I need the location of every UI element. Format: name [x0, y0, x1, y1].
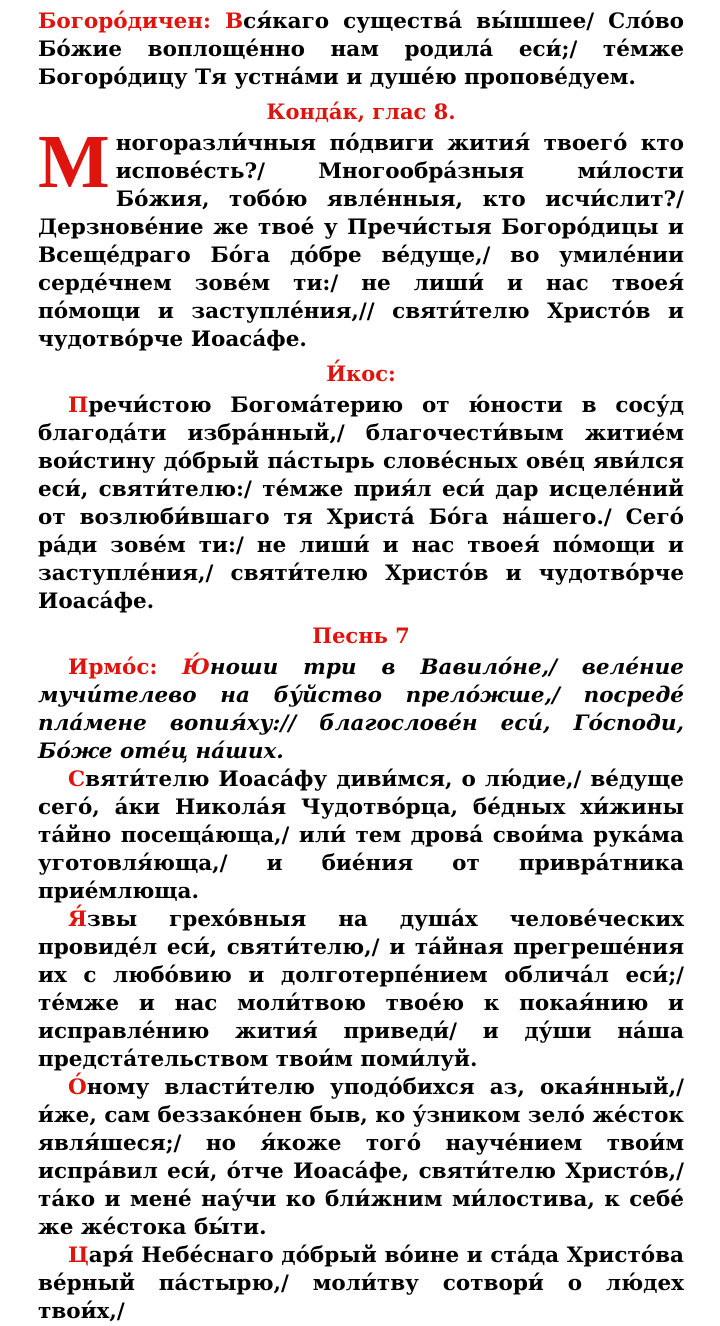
ikos-heading: И́кос:: [326, 361, 396, 386]
ikos-text: речи́стою Богома́терию от ю́ности в сосу́д благода́ти избра́нный,/ благочести́вым житие́м вои́стину до́брый па́стырь слове́сных ове́ц яви́лся еси́, святи́телю:/ те́мже прия́л еси́ дар исцеле́ний от возлюби́вшаго тя Христа́ Бо́га на́шего./ Сего́ ра́ди зове́м ти:/ не лиши́ и нас твоея́ по́мощи и заступле́ния,/ святи́телю Христо́в и чудотво́рче Иоаса́фе.: [38, 393, 684, 614]
kontakion-text: ногоразли́чныя по́двиги жития́ твоего́ кто испове́сть?/ Многообра́зныя ми́лости Бо́жия, тобо́ю явле́нныя, кто исчи́слит?/ Дерзнове́ние же твое́ у Пречи́стыя Богоро́дицы и Всеще́драго Бо́га до́бре ве́дуще,/ во умиле́нии серде́чнем зове́м ти:/ не лиши́ и нас твоея́ по́мощи и заступле́ния,// святи́телю Христо́в и чудотво́рче Иоаса́фе.: [38, 131, 684, 352]
kontakion: [38, 120, 684, 354]
theotokion: [38, 8, 684, 92]
irmos-initial: Ю́: [182, 655, 210, 680]
troparion-initial: Я́: [68, 907, 87, 932]
kontakion-heading: Конда́к, глас 8.: [266, 99, 456, 124]
troparion-text: звы грехо́вныя на душа́х челове́ческих провиде́л еси́, святи́телю,/ и та́йная прегреше́ния их с любо́вию и долготерпе́нием облича́л еси́;/ те́мже и нас моли́твою твое́ю к покая́нию и исправле́нию жития́ приведи́/ и ду́ши на́ша предста́тельством твои́м поми́луй.: [38, 907, 684, 1072]
troparion-text: ному власти́телю уподо́бихся аз, окая́нный,/ и́же, сам беззако́нен быв, ко у́зником зело́ же́сток явля́шеся;/ но я́коже того́ науче́нием твои́м испра́вил еси́, о́тче Иоаса́фе, святи́телю Христо́в,/ та́ко и мене́ нау́чи ко бли́жним ми́лостива, к себе́ же же́стока бы́ти.: [38, 1075, 684, 1240]
troparion-initial: О́: [68, 1075, 87, 1100]
troparion-text: аря́ Небе́снаго до́брый во́ине и ста́да Христо́ва ве́рный па́стырю,/ моли́тву сотвори́ о лю́дех твои́х,/: [38, 1243, 684, 1324]
theotokion-initial: В: [224, 9, 244, 34]
ikos-initial: П: [68, 393, 89, 418]
ode-heading: Песнь 7: [312, 623, 410, 648]
troparion-text: вяти́телю Иоаса́фу диви́мся, о лю́дие,/ ве́дуще сего́, а́ки Никола́я Чудотво́рца, бе́дных хи́жины та́йно посеща́юща,/ или́ тем дрова́ свои́ма рука́ма уготовля́юща,/ и бие́ния от приврáтника прие́млюща.: [38, 767, 684, 904]
ikos: [38, 392, 684, 616]
troparion-initial: Ц: [68, 1243, 89, 1268]
troparion-3: [38, 1074, 684, 1242]
irmos-text: ноши три в Вавило́не,/ веле́ние мучи́телево на бу́йство прело́жше,/ посреде́ пла́мене вопия́ху:// благослове́н еси́, Го́споди, Бо́же оте́ц на́ших.: [38, 655, 684, 764]
troparion-2: [38, 906, 684, 1074]
theotokion-text: ся́каго существа́ вы́шшее/ Сло́во Бо́жие воплоще́нно нам родила́ еси́;/ те́мже Богоро́дицу Тя устна́ми и душе́ю пропове́дуем.: [38, 9, 684, 90]
theotokion-label: Богоро́дичен:: [38, 9, 225, 34]
irmos: [38, 654, 684, 766]
troparion-initial: С: [68, 767, 86, 792]
troparion-1: [38, 766, 684, 906]
irmos-label: Ирмо́с:: [68, 655, 183, 680]
kontakion-dropcap: М: [38, 120, 110, 204]
troparion-4: [38, 1242, 684, 1326]
